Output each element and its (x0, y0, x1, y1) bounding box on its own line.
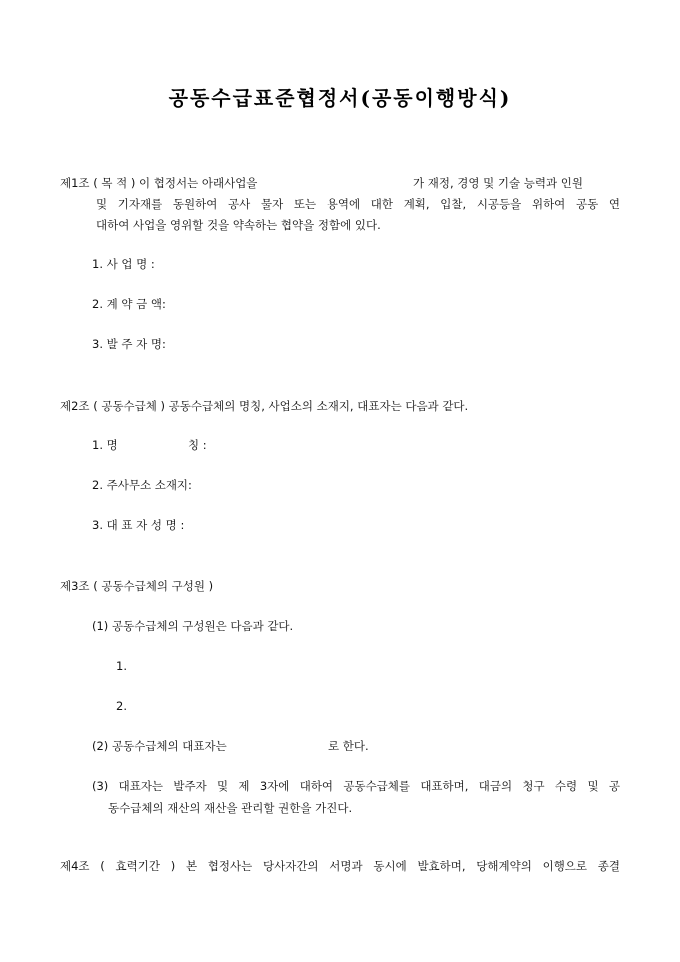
article-2-item-representative: 3. 대 표 자 성 명 : (92, 518, 185, 532)
article-3-member-1: 1. (116, 659, 127, 673)
article-3-heading: 제3조 ( 공동수급체의 구성원 ) (60, 579, 214, 593)
article-2-item-office-address: 2. 주사무소 소재지: (92, 478, 192, 492)
article-4-line-1: 제4조 ( 효력기간 ) 본 협정사는 당사자간의 서명과 동시에 발효하며, 당해계약의 이행으로 종결 (60, 859, 620, 873)
article-3-para-2a: (2) 공동수급체의 대표자는 (92, 739, 227, 753)
article-2-item-name-b: 칭 : (188, 438, 207, 452)
article-2-item-name-a: 1. 명 (92, 438, 118, 452)
article-1-item-project-name: 1. 사 업 명 : (92, 257, 155, 271)
document-title: 공동수급표준협정서(공동이행방식) (168, 86, 512, 110)
article-1-line-3: 대하여 사업을 영위할 것을 약속하는 협약을 정함에 있다. (96, 218, 381, 232)
article-1-line-2: 및 기자재를 동원하여 공사 물자 또는 용역에 대한 계획, 입찰, 시공등을 위하여 공동 연 (96, 197, 620, 211)
article-2-heading: 제2조 ( 공동수급체 ) 공동수급체의 명칭, 사업소의 소재지, 대표자는 다음과 같다. (60, 399, 469, 413)
article-3-para-2b: 로 한다. (328, 739, 369, 753)
article-3-para-1: (1) 공동수급체의 구성원은 다음과 같다. (92, 619, 294, 633)
article-3-member-2: 2. (116, 699, 127, 713)
article-1-item-client-name: 3. 발 주 자 명: (92, 337, 166, 351)
article-1-text-a: 이 협정서는 아래사업을 (139, 176, 258, 190)
article-1-item-contract-amount: 2. 계 약 금 액: (92, 297, 166, 311)
article-1-text-b: 가 재정, 경영 및 기술 능력과 인원 (413, 176, 584, 190)
article-3-para-3-line-1: (3) 대표자는 발주자 및 제 3자에 대하여 공동수급체를 대표하며, 대금의 청구 수령 및 공 (92, 779, 620, 793)
article-1-heading: 제1조 ( 목 적 ) (60, 176, 136, 190)
article-3-para-3-line-2: 동수급체의 재산의 재산을 관리할 권한을 가진다. (108, 801, 353, 815)
